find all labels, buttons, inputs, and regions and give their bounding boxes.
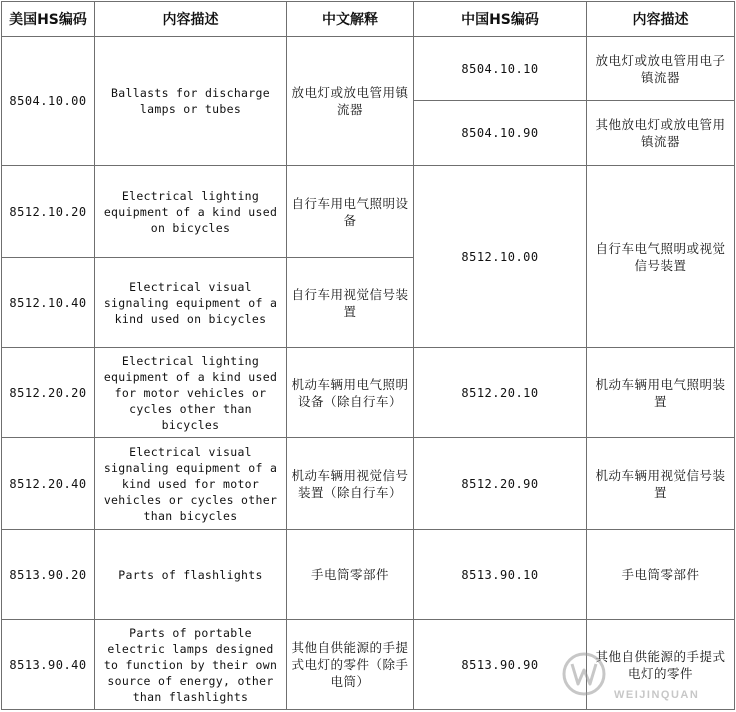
hs-code-table <box>1 1 735 710</box>
us-code-cell: 8512.20.20 <box>2 348 95 438</box>
watermark-text: WEIJINQUAN <box>614 689 700 701</box>
header-zh-explanation: 中文解释 <box>287 2 414 37</box>
cn-desc-cell: 其他自供能源的手提式电灯的零件 <box>587 620 735 710</box>
zh-desc-cell: 其他自供能源的手提式电灯的零件（除手电筒） <box>287 620 414 710</box>
header-cn-desc: 内容描述 <box>587 2 735 37</box>
cn-code-cell: 8504.10.10 <box>414 37 587 101</box>
table-row <box>2 530 735 620</box>
cn-desc-cell: 手电筒零部件 <box>587 530 735 620</box>
us-code-cell: 8504.10.00 <box>2 37 95 166</box>
watermark-logo <box>560 646 730 708</box>
cn-desc-cell: 放电灯或放电管用电子镇流器 <box>587 37 735 101</box>
cn-desc-cell: 自行车电气照明或视觉信号装置 <box>587 166 735 348</box>
en-desc-cell: Electrical visual signaling equipment of a kind used for motor vehicles or cycles other than bicycles <box>95 438 287 530</box>
cn-code-cell: 8513.90.90 <box>414 620 587 710</box>
table-row <box>2 348 735 438</box>
header-en-desc: 内容描述 <box>95 2 287 37</box>
zh-desc-cell: 机动车辆用视觉信号装置（除自行车） <box>287 438 414 530</box>
cn-code-cell: 8512.20.10 <box>414 348 587 438</box>
table-row <box>2 166 735 258</box>
cn-desc-cell: 机动车辆用视觉信号装置 <box>587 438 735 530</box>
cn-code-cell: 8512.10.00 <box>414 166 587 348</box>
table-row <box>2 37 735 101</box>
en-desc-cell: Ballasts for discharge lamps or tubes <box>95 37 287 166</box>
zh-desc-cell: 自行车用电气照明设备 <box>287 166 414 258</box>
en-desc-cell: Electrical lighting equipment of a kind used for motor vehicles or cycles other than bicycles <box>95 348 287 438</box>
en-desc-cell: Electrical lighting equipment of a kind used on bicycles <box>95 166 287 258</box>
us-code-cell: 8512.10.20 <box>2 166 95 258</box>
cn-desc-cell: 机动车辆用电气照明装置 <box>587 348 735 438</box>
en-desc-cell: Electrical visual signaling equipment of a kind used on bicycles <box>95 258 287 348</box>
header-us-code: 美国HS编码 <box>2 2 95 37</box>
us-code-cell: 8512.20.40 <box>2 438 95 530</box>
zh-desc-cell: 机动车辆用电气照明设备（除自行车） <box>287 348 414 438</box>
zh-desc-cell: 手电筒零部件 <box>287 530 414 620</box>
header-row <box>2 2 735 37</box>
us-code-cell: 8512.10.40 <box>2 258 95 348</box>
zh-desc-cell: 放电灯或放电管用镇流器 <box>287 37 414 166</box>
cn-code-cell: 8513.90.10 <box>414 530 587 620</box>
table-row <box>2 438 735 530</box>
header-cn-code: 中国HS编码 <box>414 2 587 37</box>
zh-desc-cell: 自行车用视觉信号装置 <box>287 258 414 348</box>
cn-code-cell: 8504.10.90 <box>414 101 587 166</box>
cn-code-cell: 8512.20.90 <box>414 438 587 530</box>
cn-desc-cell: 其他放电灯或放电管用镇流器 <box>587 101 735 166</box>
us-code-cell: 8513.90.40 <box>2 620 95 710</box>
us-code-cell: 8513.90.20 <box>2 530 95 620</box>
watermark-emblem-icon <box>564 654 604 694</box>
en-desc-cell: Parts of portable electric lamps designed to function by their own source of energy, other than flashlights <box>95 620 287 710</box>
en-desc-cell: Parts of flashlights <box>95 530 287 620</box>
